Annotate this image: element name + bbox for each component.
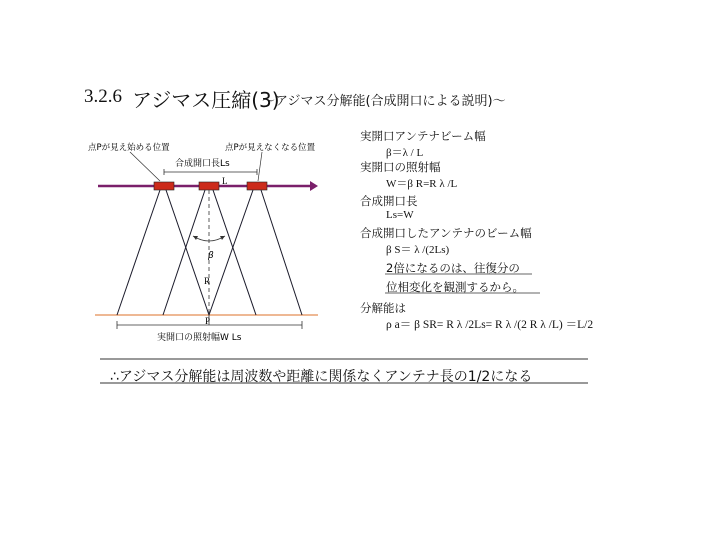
antenna-start [154, 182, 174, 190]
resolution-label: 分解能は [360, 301, 406, 315]
real-illumination-equation: W＝β R=R λ /L [386, 178, 458, 190]
real-beam-width-label: 実開口アンテナビーム幅 [360, 129, 486, 143]
end-position-label: 点Pが見えなくなる位置 [225, 143, 316, 153]
note-line-1: 2倍になるのは、往復分の [386, 261, 520, 275]
page-subtitle: ～アジマス分解能(合成開口による説明)～ [262, 94, 506, 109]
target-label: P [205, 316, 211, 326]
synthetic-length-equation: Ls=W [386, 209, 414, 221]
antenna-center [199, 182, 219, 190]
range-label: R [204, 276, 211, 286]
real-beam-width-equation: β＝λ / L [386, 147, 424, 159]
synthetic-aperture-label: 合成開口長Ls [175, 159, 230, 169]
start-position-label: 点Pが見え始める位置 [88, 143, 170, 153]
flight-direction-arrow [310, 181, 318, 191]
beta-label: β [208, 251, 214, 261]
synthetic-length-label: 合成開口長 [360, 194, 418, 208]
end-pointer [258, 152, 262, 181]
note-line-2: 位相変化を観測するから。 [386, 280, 524, 294]
antenna-length-label: L [222, 176, 228, 186]
section-number: 3.2.6 [84, 86, 122, 107]
resolution-equation: ρ a＝ β SR= R λ /2Ls= R λ /(2 R λ /L) ＝L/2 [386, 319, 594, 331]
synthetic-beam-equation: β S＝ λ /(2Ls) [386, 244, 450, 256]
illumination-width-label: 実開口の照射幅W Ls [157, 333, 242, 343]
synthetic-beam-label: 合成開口したアンテナのビーム幅 [360, 226, 532, 240]
start-pointer [130, 152, 160, 181]
conclusion-text: ∴アジマス分解能は周波数や距離に関係なくアンテナ長の1/2になる [110, 369, 533, 385]
antenna-end [247, 182, 267, 190]
page-title: アジマス圧縮(3) [132, 88, 280, 112]
real-illumination-label: 実開口の照射幅 [360, 160, 441, 174]
